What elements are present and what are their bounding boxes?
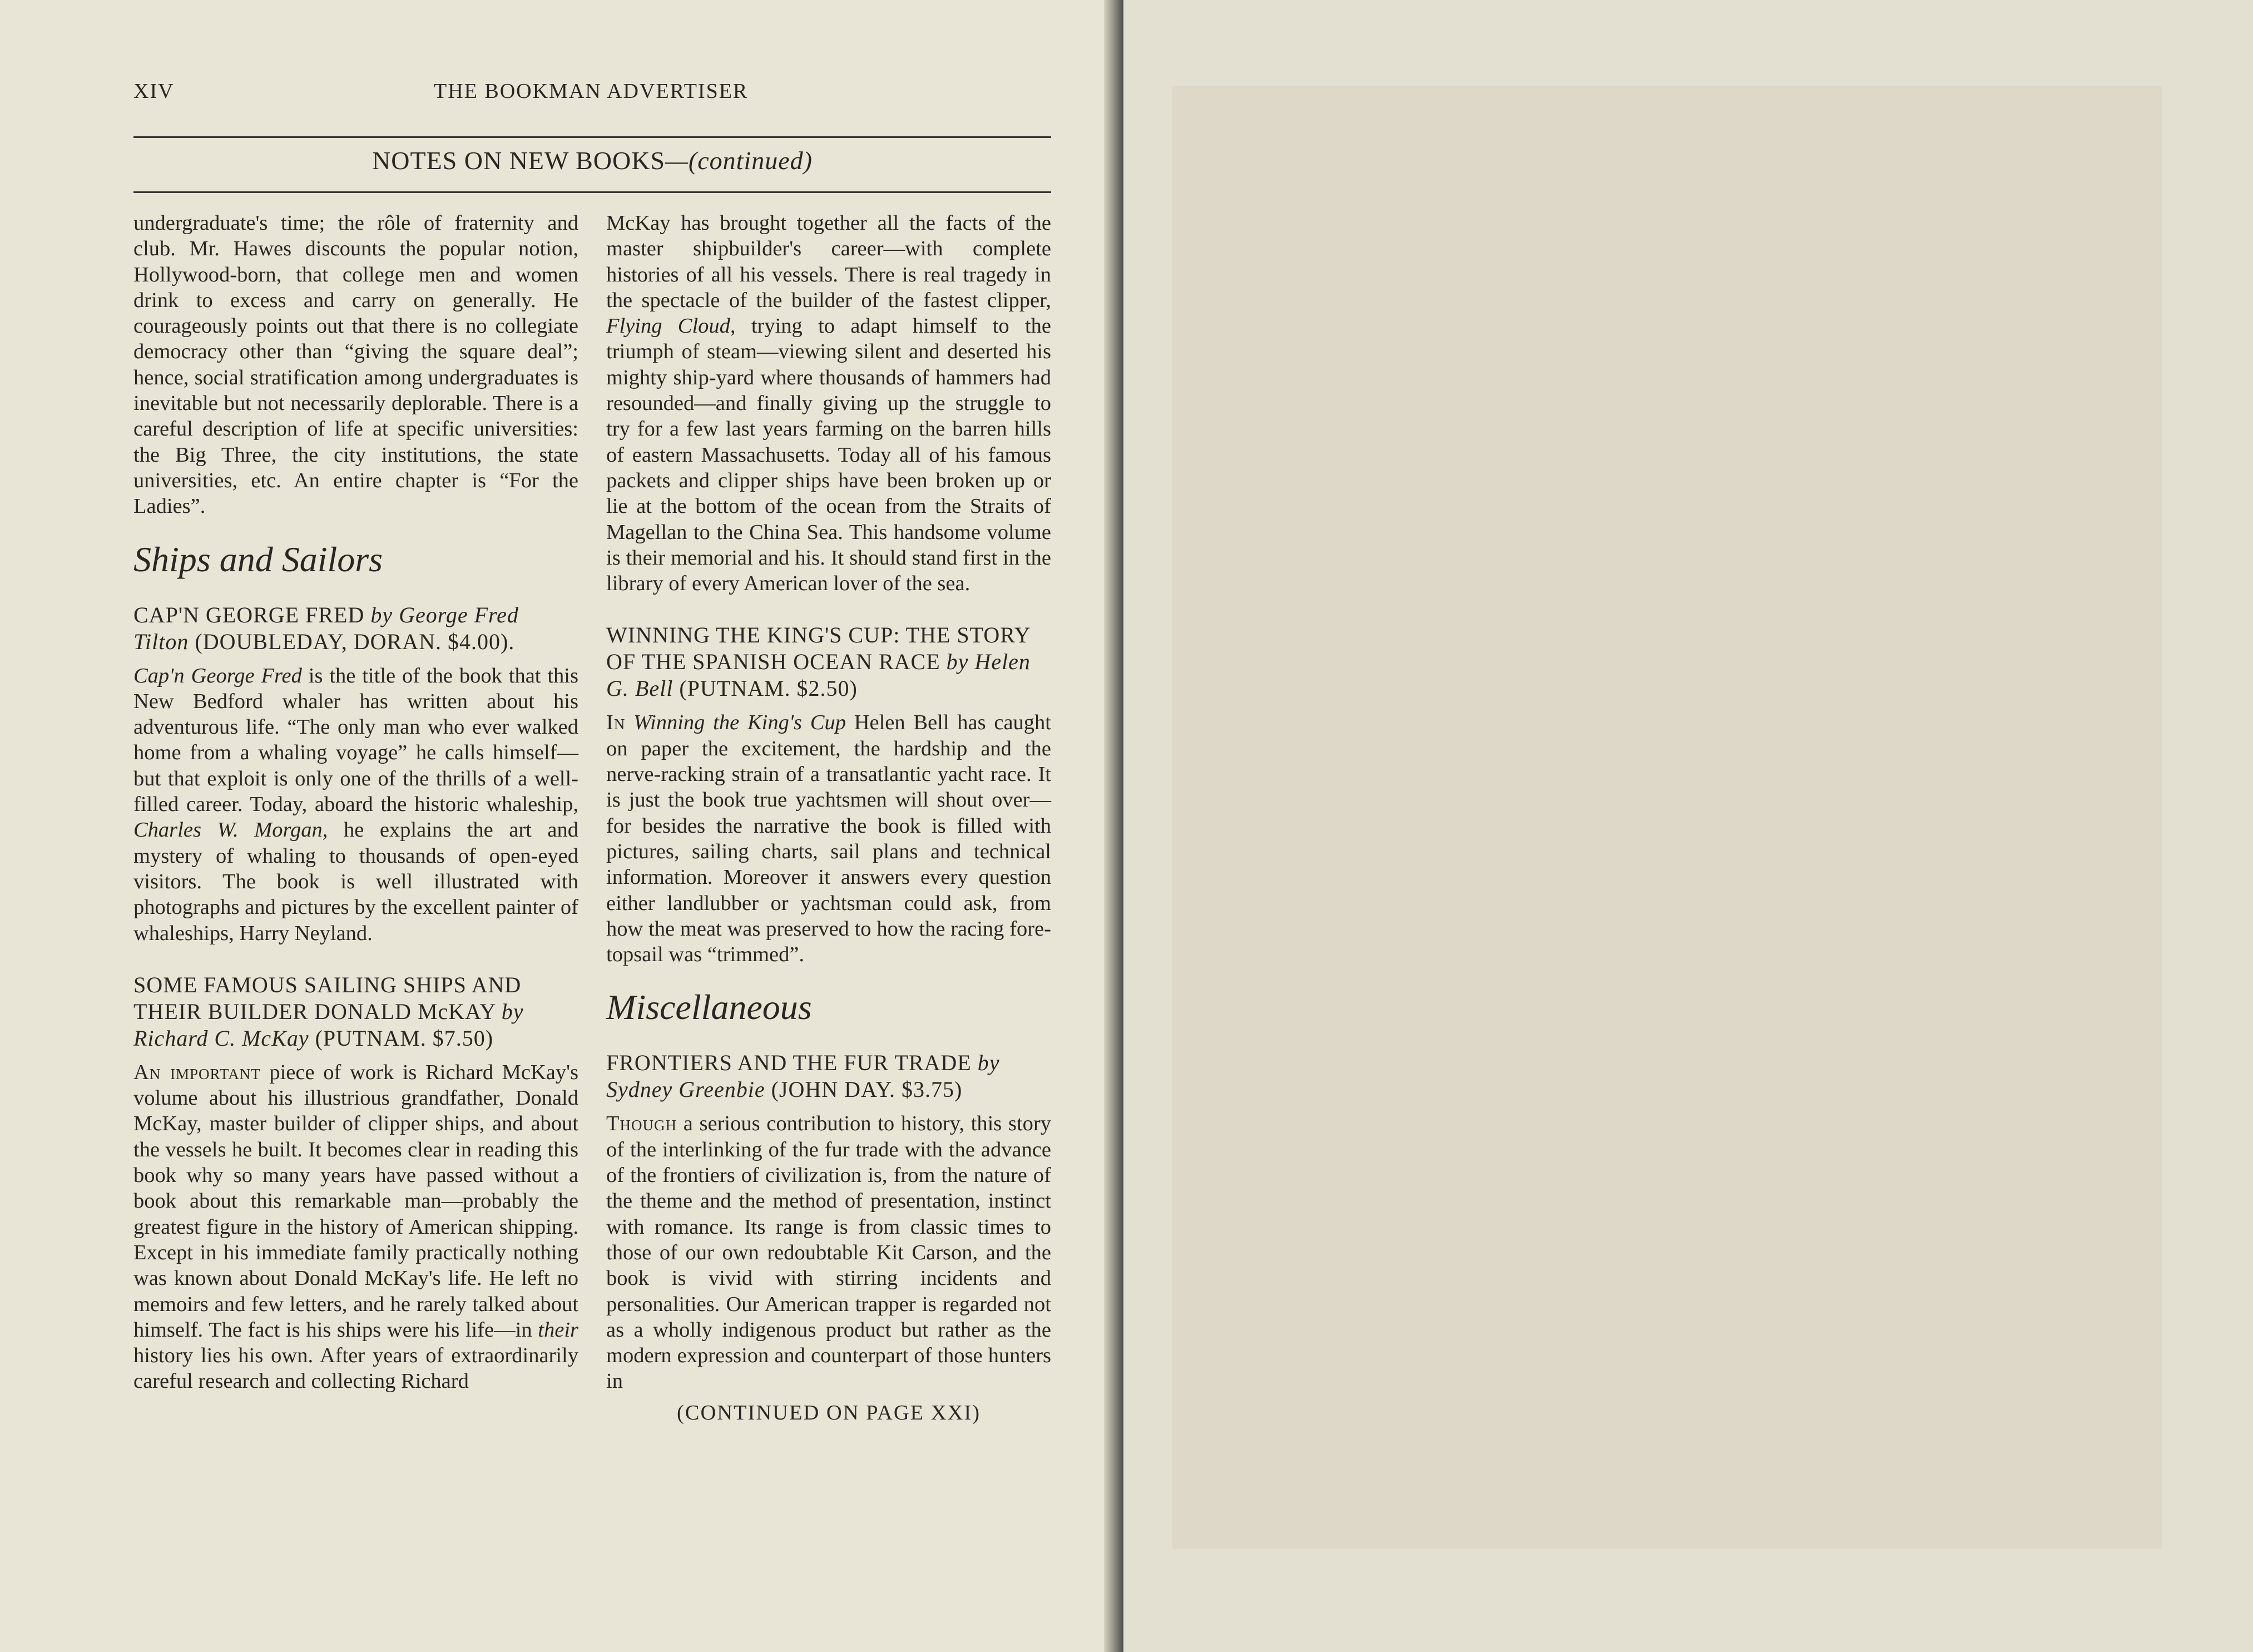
continued-note: (CONTINUED ON PAGE XXI) xyxy=(676,1401,981,1425)
section-suffix: —(continued) xyxy=(665,146,813,175)
book-gutter xyxy=(1104,0,1123,1652)
entry-title: CAP'N GEORGE FRED by George Fred Tilton (DOUBLEDAY, DORAN. $4.00). xyxy=(133,602,519,654)
top-rule xyxy=(133,136,1051,138)
journal-title: THE BOOKMAN ADVERTISER xyxy=(434,80,749,103)
blank-plate-area xyxy=(1172,86,2162,1549)
entry-body: Cap'n George Fred is the title of the book that this New Bedford whaler has written about his adventurous life. “The only man who ever walked home from a whaling voyage” he calls himself—but that exploit is only one of the thrills of a well-filled career. Today, aboard the historic whaleship, Charles W. Morgan, he explains the art and mystery of whaling to thousands of open-eyed visitors. The book is well illustrated with photographs and pictures by the excellent painter of whaleships, Harry Neyland. xyxy=(133,664,578,945)
section-heading xyxy=(133,146,1051,175)
entry-body: In Winning the King's Cup Helen Bell has caught on paper the excitement, the hardship and the nerve-racking strain of a transatlantic yacht race. It is just the book true yachtsmen will shout over—for besides the narrative the book is filled with pictures, sailing charts, sail plans and technical information. Moreover it answers every question either landlubber or yachtsman could ask, from how the meat was preserved to how the racing fore-topsail was “trimmed”. xyxy=(606,711,1051,967)
subheading-miscellaneous: Miscellaneous xyxy=(606,987,812,1027)
entry-title: FRONTIERS AND THE FUR TRADE by Sydney Greenbie (JOHN DAY. $3.75) xyxy=(606,1050,1000,1102)
running-head xyxy=(133,79,1051,107)
subheading-ships: Ships and Sailors xyxy=(133,539,383,579)
left-column xyxy=(133,210,578,1394)
intro-paragraph: undergraduate's time; the rôle of fraternity and club. Mr. Hawes discounts the popular notion, Hollywood-born, that college men and women drink to excess and carry on generally. He courageously points out that there is no collegiate democracy other than “giving the square deal”; hence, social stratification among undergraduates is inevitable but not necessarily deplorable. There is a careful description of life at specific universities: the Big Three, the city institutions, the state universities, etc. An entire chapter is “For the Ladies”. xyxy=(133,211,578,518)
continuation-paragraph: McKay has brought together all the facts of the master shipbuilder's career—with complete histories of all his vessels. There is real tragedy in the spectacle of the builder of the fastest clipper, Flying Cloud, trying to adapt himself to the triumph of steam—viewing silent and deserted his mighty ship-yard where thousands of hammers had resounded—and finally giving up the struggle to try for a few last years farming on the barren hills of eastern Massachusetts. Today all of his famous packets and clipper ships have been broken up or lie at the bottom of the ocean from the Straits of Magellan to the China Sea. This handsome volume is their memorial and his. It should stand first in the library of every American lover of the sea. xyxy=(606,211,1052,596)
right-column xyxy=(606,210,1051,1426)
entry-body: Though a serious contribution to history, this story of the interlinking of the fur trade with the advance of the frontiers of civilization is, from the nature of the theme and the method of presentation, instinct with romance. Its range is from classic times to those of our own redoubtable Kit Carson, and the book is vivid with stirring incidents and personalities. Our American trapper is regarded not as a wholly indigenous product but rather as the modern expression and counterpart of those hunters in xyxy=(606,1112,1051,1393)
right-page-blank xyxy=(1123,0,2253,1652)
entry-body: An important piece of work is Richard McKay's volume about his illustrious grandfather, Donald McKay, master builder of clipper ships, and about the vessels he built. It becomes clear in reading this book why so many years have passed without a book about this remarkable man—probably the greatest figure in the history of American shipping. Except in his immediate family practically nothing was known about Donald McKay's life. He left no memoirs and few letters, and he rarely talked about himself. The fact is his ships were his life—in their history lies his own. After years of extraordinarily careful research and collecting Richard xyxy=(133,1060,578,1393)
entry-title: WINNING THE KING'S CUP: THE STORY OF THE SPANISH OCEAN RACE by Helen G. Bell (PUTNAM. $2.50) xyxy=(606,622,1031,701)
bottom-rule xyxy=(133,191,1051,193)
entry-title: SOME FAMOUS SAILING SHIPS AND THEIR BUILDER DONALD McKAY by Richard C. McKay (PUTNAM. $7.50) xyxy=(133,972,524,1051)
page-number: XIV xyxy=(133,80,175,103)
section-title: NOTES ON NEW BOOKS xyxy=(372,146,666,175)
